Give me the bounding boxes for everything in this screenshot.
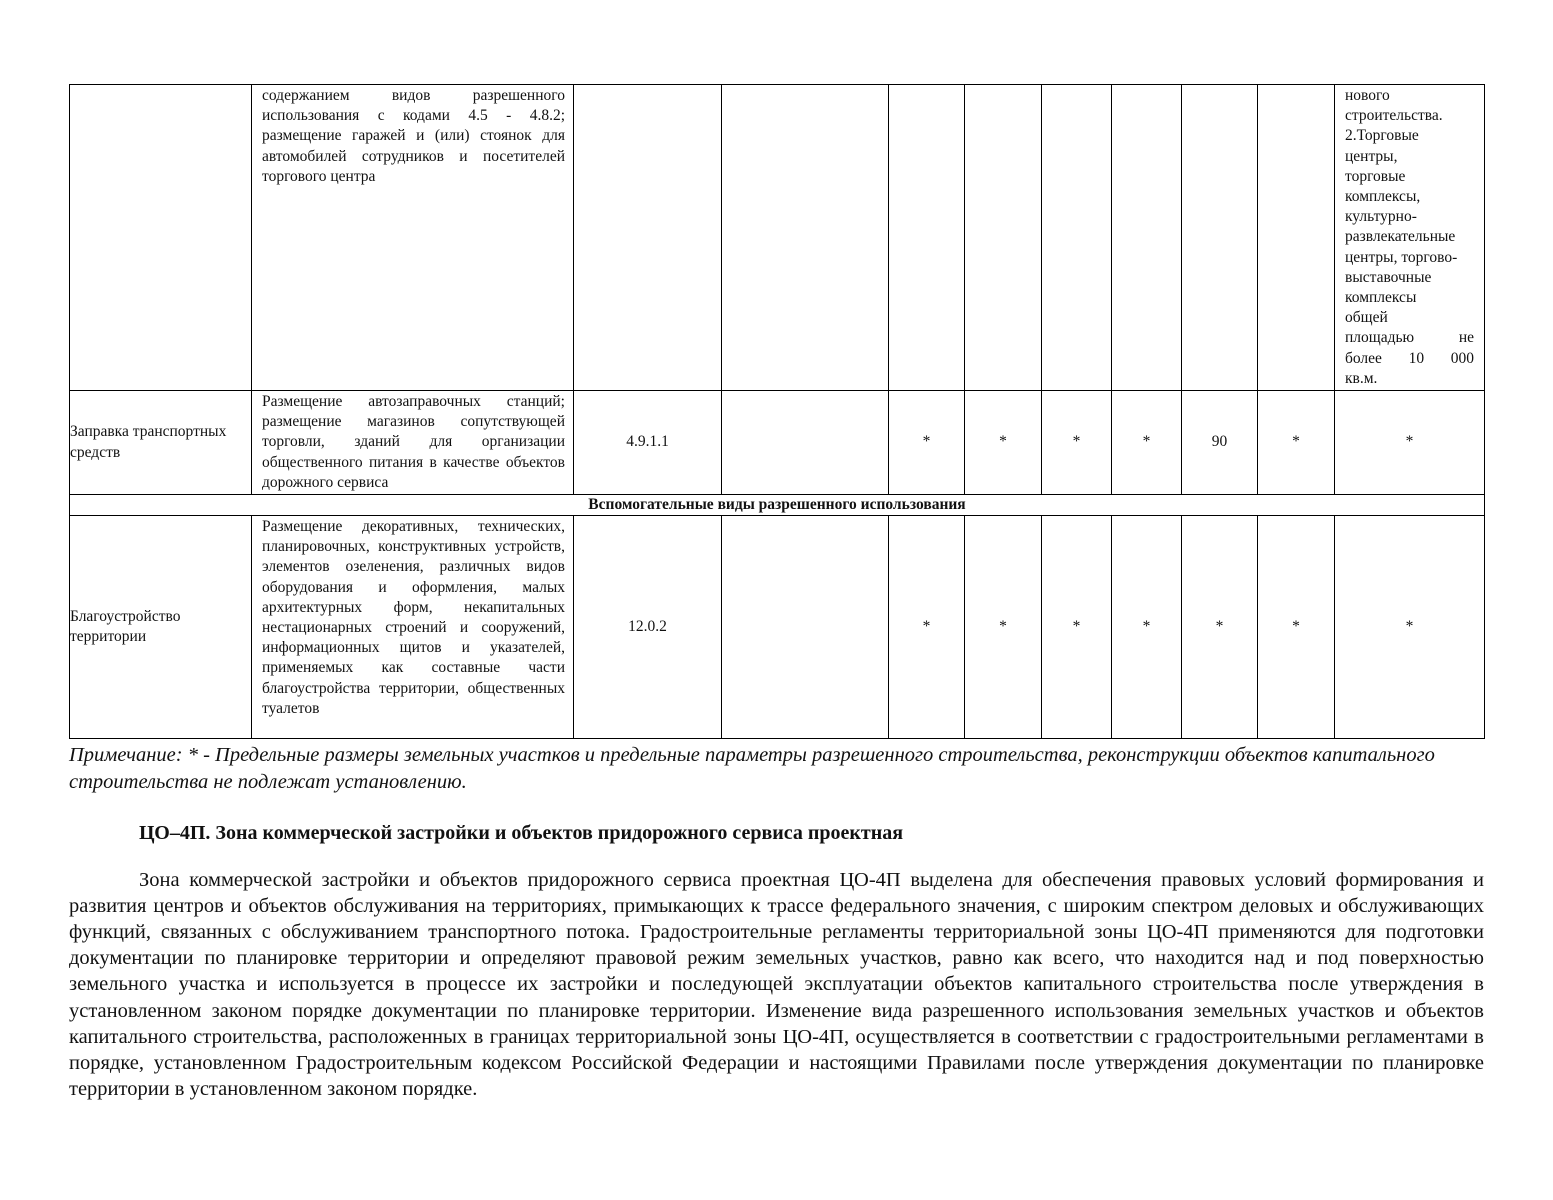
notes-line: выставочные bbox=[1345, 268, 1432, 286]
cell-value: * bbox=[1258, 516, 1335, 739]
cell-value: * bbox=[1042, 516, 1112, 739]
cell-empty bbox=[722, 85, 889, 391]
cell-empty bbox=[1112, 85, 1182, 391]
notes-line: центры, торгово- bbox=[1345, 248, 1458, 266]
cell-empty bbox=[722, 391, 889, 495]
table-row-fuel-station bbox=[70, 391, 1485, 495]
cell-code-empty bbox=[574, 85, 722, 391]
cell-empty bbox=[1042, 85, 1112, 391]
cell-value: * bbox=[1335, 516, 1485, 739]
cell-empty bbox=[722, 516, 889, 739]
notes-line: 2.Торговые bbox=[1345, 127, 1419, 145]
table-section-header bbox=[70, 495, 1485, 516]
cell-value: * bbox=[889, 391, 965, 495]
notes-line: развлекательные bbox=[1345, 228, 1456, 246]
cell-empty bbox=[965, 85, 1042, 391]
table-row-continued bbox=[70, 85, 1485, 391]
notes-line: торговые bbox=[1345, 167, 1406, 185]
notes-line: общей bbox=[1345, 309, 1388, 327]
notes-line: нового bbox=[1345, 87, 1390, 104]
notes-line: центры, bbox=[1345, 147, 1398, 165]
notes-line: кв.м. bbox=[1345, 369, 1378, 387]
notes-line: комплексы, bbox=[1345, 188, 1421, 206]
cell-value: * bbox=[1042, 391, 1112, 495]
cell-description: содержанием видов разрешенного использования с кодами 4.5 - 4.8.2; размещение гаражей и (или) стоянок для автомобилей сотрудников и посетителей торгового центра bbox=[252, 85, 574, 391]
cell-description: Размещение декоративных, технических, планировочных, конструктивных устройств, элементов озеленения, различных видов оборудования и оформления, малых архитектурных форм, некапитальных нестационарных строений и сооружений, информационных щитов и указателей, применяемых как составные части благоустройства территории, общественных туалетов bbox=[252, 516, 574, 739]
cell-empty bbox=[889, 85, 965, 391]
cell-name: Благоустройство территории bbox=[70, 516, 252, 739]
notes-line: культурно- bbox=[1345, 208, 1417, 226]
cell-code: 12.0.2 bbox=[574, 516, 722, 739]
notes-line: комплексы bbox=[1345, 289, 1417, 307]
cell-value: * bbox=[1112, 391, 1182, 495]
cell-value: * bbox=[965, 391, 1042, 495]
document-page bbox=[69, 84, 1484, 1102]
cell-description: Размещение автозаправочных станций; размещение магазинов сопутствующей торговли, зданий для организации общественного питания в качестве объектов дорожного сервиса bbox=[252, 391, 574, 495]
cell-name: Заправка транспортных средств bbox=[70, 391, 252, 495]
cell-value: * bbox=[1258, 391, 1335, 495]
cell-value: 90 bbox=[1182, 391, 1258, 495]
section-header: Вспомогательные виды разрешенного использования bbox=[70, 495, 1485, 516]
body-paragraph: Зона коммерческой застройки и объектов придорожного сервиса проектная ЦО-4П выделена для обеспечения правовых условий формирования и развития центров и объектов обслуживания на территориях, примыкающих к трассе федерального значения, с широким спектром деловых и обслуживающих функций, связанных с обслуживанием транспортного потока. Градостроительные регламенты территориальной зоны ЦО-4П применяются для подготовки документации по планировке территории и определяют правовой режим земельных участков, равно как всего, что находится над и под поверхностью земельного участка и используется в процессе их застройки и последующей эксплуатации объектов капитального строительства после утверждения в установленном законом порядке документации по планировке территории. Изменение вида разрешенного использования земельных участков и объектов капитального строительства, расположенных в границах территориальной зоны ЦО-4П, осуществляется в соответствии с градостроительными регламентами в порядке, установленном Градостроительным кодексом Российской Федерации и настоящими Правилами после утверждения документации по планировке территории в установленном законом порядке. bbox=[69, 869, 1484, 1100]
cell-value: * bbox=[889, 516, 965, 739]
cell-value: * bbox=[1182, 516, 1258, 739]
cell-name-empty bbox=[70, 85, 252, 391]
cell-notes bbox=[1335, 85, 1485, 391]
table-footnote: Примечание: * - Предельные размеры земельных участков и предельные параметры разрешенного строительства, реконструкции объектов капитального строительства не подлежат установлению. bbox=[69, 744, 1435, 794]
notes-line: площадью не bbox=[1345, 329, 1474, 347]
notes-line: более 10 000 bbox=[1345, 349, 1474, 367]
cell-empty bbox=[1258, 85, 1335, 391]
cell-code: 4.9.1.1 bbox=[574, 391, 722, 495]
cell-empty bbox=[1182, 85, 1258, 391]
cell-value: * bbox=[965, 516, 1042, 739]
land-use-table bbox=[69, 84, 1485, 739]
notes-line: строительства. bbox=[1345, 107, 1443, 125]
table-row-landscaping bbox=[70, 516, 1485, 739]
cell-value: * bbox=[1112, 516, 1182, 739]
section-heading: ЦО–4П. Зона коммерческой застройки и объектов придорожного сервиса проектная bbox=[139, 822, 904, 845]
cell-value: * bbox=[1335, 391, 1485, 495]
